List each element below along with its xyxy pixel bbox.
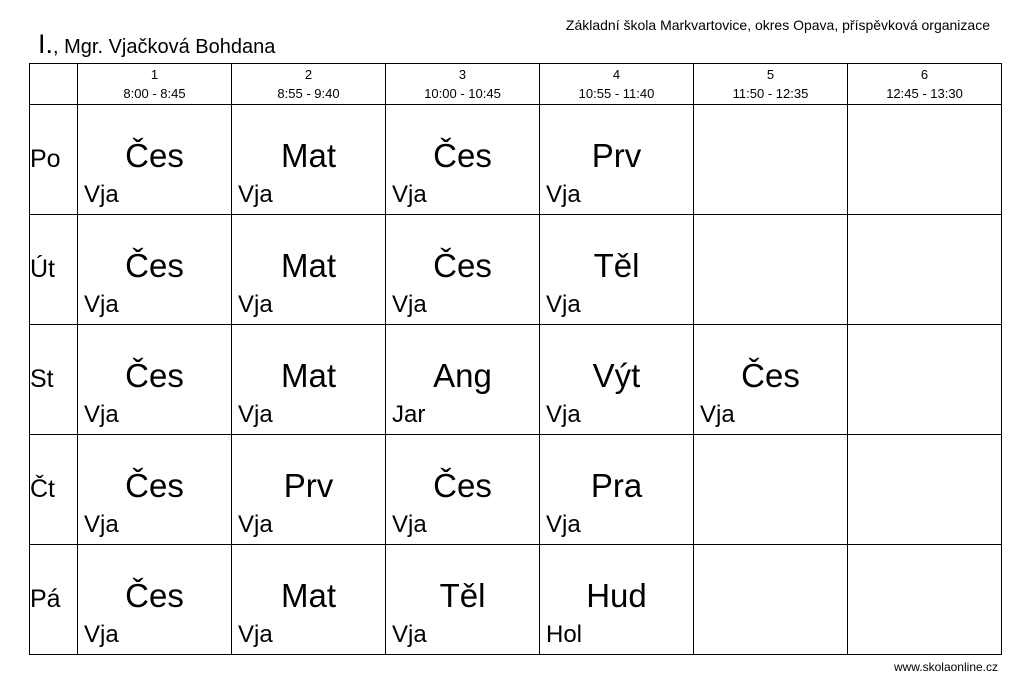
lesson-teacher: Vja <box>238 181 273 208</box>
lesson-subject: Prv <box>591 137 642 174</box>
lesson-teacher: Vja <box>238 511 273 538</box>
period-time: 8:55 - 9:40 <box>277 86 340 101</box>
timetable-title <box>38 29 275 60</box>
lesson-subject: Mat <box>280 247 336 284</box>
day-label: St <box>30 325 78 435</box>
lesson-teacher: Vja <box>546 401 581 428</box>
lesson-teacher: Vja <box>392 181 427 208</box>
lesson-teacher: Vja <box>84 181 119 208</box>
lesson-cell <box>540 435 694 545</box>
period-time: 8:00 - 8:45 <box>123 86 186 101</box>
lesson-teacher: Vja <box>238 621 273 648</box>
period-time: 11:50 - 12:35 <box>732 86 809 101</box>
period-time: 10:55 - 11:40 <box>578 86 655 101</box>
footer-url: www.skolaonline.cz <box>893 660 998 674</box>
lesson-cell <box>386 325 540 435</box>
lesson-teacher: Jar <box>392 401 426 428</box>
lesson-cell <box>386 435 540 545</box>
lesson-subject: Mat <box>280 357 336 394</box>
day-row-ct <box>30 435 1002 545</box>
period-header-4 <box>540 64 694 105</box>
period-header-5 <box>694 64 848 105</box>
lesson-cell <box>694 435 848 545</box>
lesson-subject: Čes <box>125 467 184 504</box>
lesson-teacher: Vja <box>84 511 119 538</box>
day-label: Pá <box>30 545 78 655</box>
lesson-cell <box>694 325 848 435</box>
period-time: 10:00 - 10:45 <box>424 86 501 101</box>
lesson-cell <box>848 215 1002 325</box>
lesson-cell <box>848 545 1002 655</box>
lesson-teacher: Vja <box>238 291 273 318</box>
lesson-subject: Čes <box>125 247 184 284</box>
lesson-teacher: Vja <box>238 401 273 428</box>
lesson-cell <box>78 435 232 545</box>
period-header-6 <box>848 64 1002 105</box>
lesson-cell <box>540 325 694 435</box>
lesson-cell <box>232 105 386 215</box>
lesson-teacher: Vja <box>84 621 119 648</box>
lesson-subject: Ang <box>433 357 492 394</box>
lesson-cell <box>848 105 1002 215</box>
lesson-subject: Výt <box>592 357 641 394</box>
lesson-cell <box>78 215 232 325</box>
lesson-teacher: Vja <box>546 511 581 538</box>
lesson-subject: Čes <box>125 137 184 174</box>
lesson-teacher: Vja <box>84 401 119 428</box>
lesson-subject: Čes <box>433 247 492 284</box>
day-label: Čt <box>30 435 78 545</box>
period-header-3 <box>386 64 540 105</box>
lesson-cell <box>232 435 386 545</box>
period-number: 2 <box>304 67 313 82</box>
lesson-cell <box>848 325 1002 435</box>
lesson-cell <box>848 435 1002 545</box>
lesson-cell <box>232 215 386 325</box>
day-row-pa <box>30 545 1002 655</box>
lesson-cell <box>540 215 694 325</box>
lesson-cell <box>232 325 386 435</box>
lesson-cell <box>694 545 848 655</box>
lesson-subject: Čes <box>433 467 492 504</box>
day-row-ut <box>30 215 1002 325</box>
day-row-po <box>30 105 1002 215</box>
lesson-teacher: Vja <box>546 291 581 318</box>
class-name: I. <box>38 29 54 59</box>
lesson-subject: Těl <box>439 577 486 614</box>
day-label: Út <box>30 215 78 325</box>
period-header-2 <box>232 64 386 105</box>
lesson-subject: Čes <box>125 357 184 394</box>
lesson-cell <box>540 545 694 655</box>
lesson-subject: Pra <box>590 467 643 504</box>
day-row-st <box>30 325 1002 435</box>
period-number: 5 <box>766 67 775 82</box>
period-number: 6 <box>920 67 929 82</box>
lesson-subject: Čes <box>741 357 800 394</box>
lesson-subject: Hud <box>586 577 647 614</box>
lesson-cell <box>232 545 386 655</box>
corner-cell <box>30 64 78 105</box>
class-teacher: , Mgr. Vjačková Bohdana <box>53 36 276 58</box>
lesson-subject: Mat <box>280 577 336 614</box>
lesson-subject: Těl <box>593 247 640 284</box>
lesson-teacher: Vja <box>546 181 581 208</box>
lesson-subject: Prv <box>283 467 334 504</box>
lesson-teacher: Vja <box>392 511 427 538</box>
lesson-cell <box>78 105 232 215</box>
lesson-subject: Čes <box>433 137 492 174</box>
period-time: 12:45 - 13:30 <box>886 86 963 101</box>
lesson-cell <box>386 215 540 325</box>
lesson-cell <box>694 105 848 215</box>
period-number: 1 <box>150 67 159 82</box>
lesson-teacher: Hol <box>546 621 583 648</box>
period-header-1 <box>78 64 232 105</box>
lesson-cell <box>694 215 848 325</box>
lesson-teacher: Vja <box>700 401 735 428</box>
lesson-cell <box>540 105 694 215</box>
lesson-teacher: Vja <box>84 291 119 318</box>
lesson-subject: Mat <box>280 137 336 174</box>
day-label: Po <box>30 105 78 215</box>
lesson-cell <box>386 105 540 215</box>
period-number: 4 <box>612 67 621 82</box>
lesson-cell <box>386 545 540 655</box>
lesson-teacher: Vja <box>392 621 427 648</box>
timetable-grid <box>29 63 1002 655</box>
period-number: 3 <box>458 67 467 82</box>
lesson-subject: Čes <box>125 577 184 614</box>
period-header-row <box>30 64 1002 105</box>
school-name: Základní škola Markvartovice, okres Opava, příspěvková organizace <box>565 17 990 33</box>
lesson-teacher: Vja <box>392 291 427 318</box>
lesson-cell <box>78 325 232 435</box>
lesson-cell <box>78 545 232 655</box>
